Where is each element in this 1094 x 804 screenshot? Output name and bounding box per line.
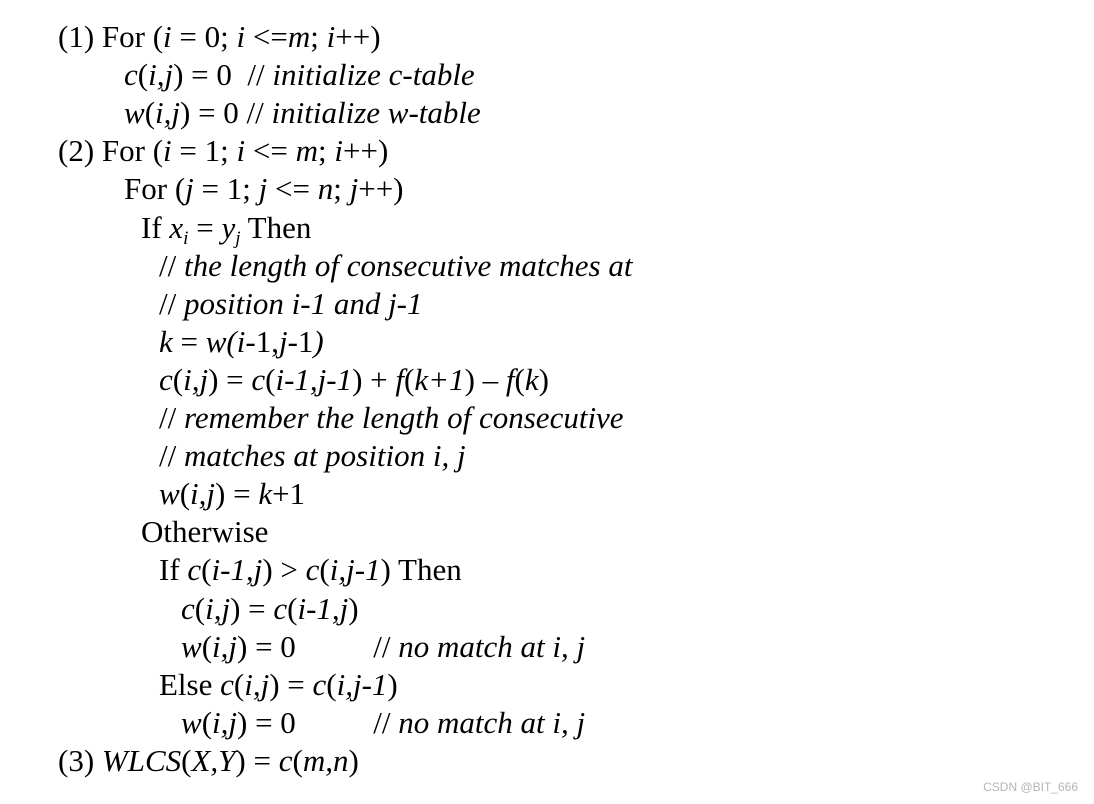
code-token: w	[181, 704, 202, 740]
code-token: j	[349, 171, 359, 207]
code-token: ) >	[262, 552, 306, 588]
code-token: )	[348, 590, 359, 626]
code-token: k	[524, 361, 539, 397]
code-token: ++)	[343, 133, 389, 169]
code-token: i,j	[205, 590, 231, 626]
code-token: ) =	[269, 666, 313, 702]
code-token: = 1;	[171, 133, 237, 169]
code-token: ) = 0 //	[180, 95, 272, 131]
code-line	[181, 628, 585, 666]
code-token: (	[181, 742, 192, 778]
code-token: i,j	[155, 95, 180, 131]
code-line	[159, 475, 305, 513]
code-token: y	[221, 209, 236, 245]
code-token: ) –	[464, 361, 506, 397]
code-token: c	[251, 361, 266, 397]
code-token: j	[185, 171, 194, 207]
code-token: If	[141, 209, 170, 245]
code-line	[159, 437, 466, 475]
code-token: )	[387, 666, 398, 702]
code-token: (	[194, 590, 206, 626]
code-token: m	[295, 133, 319, 169]
code-token: c	[305, 552, 320, 588]
code-token: (	[326, 666, 337, 702]
code-token: ) Then	[380, 552, 462, 588]
code-line	[181, 590, 359, 628]
code-token: i,j	[244, 666, 270, 702]
code-token: c	[273, 590, 288, 626]
code-token: no match at i, j	[398, 628, 586, 664]
code-token: //	[159, 400, 184, 435]
code-token: (	[201, 704, 213, 740]
code-token: = 0;	[171, 19, 237, 54]
code-line	[159, 285, 423, 323]
code-line	[159, 323, 324, 361]
code-token: m,n	[302, 742, 349, 778]
code-token: i,j	[148, 57, 174, 93]
code-token: i,j	[183, 361, 209, 397]
code-token: (	[287, 590, 298, 626]
code-line	[159, 247, 633, 285]
code-token: initialize c-table	[272, 57, 475, 93]
code-token: =	[188, 209, 222, 245]
code-token: )	[538, 361, 549, 397]
code-token: w	[124, 95, 145, 131]
code-line	[159, 551, 462, 589]
code-token: i	[236, 133, 246, 169]
code-token: i	[183, 227, 189, 249]
code-token: i,j-1	[336, 666, 388, 702]
code-token: )	[348, 742, 359, 778]
code-token: //	[159, 438, 184, 474]
code-token: c	[159, 361, 173, 397]
code-token: i-1,j-1	[275, 361, 353, 397]
code-token: ) =	[230, 590, 274, 626]
code-token: remember the length of consecutive	[183, 400, 624, 435]
code-token: the length of consecutive matches at	[183, 247, 633, 283]
code-line	[141, 209, 311, 247]
code-token: If	[159, 552, 188, 588]
code-line	[141, 513, 268, 551]
code-token: i	[326, 19, 336, 54]
code-token: = 1;	[193, 171, 259, 207]
code-token: ++)	[358, 171, 404, 207]
code-token: ) =	[235, 742, 279, 778]
code-token: (	[179, 476, 191, 512]
code-token: (	[201, 552, 212, 588]
code-token: j	[278, 323, 288, 359]
code-line	[159, 399, 624, 437]
code-line	[124, 170, 404, 208]
code-token: -1	[287, 323, 314, 359]
code-line	[181, 704, 585, 742]
code-token: =	[172, 323, 206, 359]
code-token: <=	[245, 133, 296, 169]
code-token: (	[319, 552, 330, 588]
code-token: f	[505, 361, 515, 397]
code-token: (	[233, 666, 245, 702]
code-token: (	[514, 361, 525, 397]
code-token: i-1,j	[211, 552, 263, 588]
code-token: f	[395, 361, 405, 397]
code-token: i,j-1	[329, 552, 381, 588]
code-token: i,j	[212, 704, 237, 740]
code-token: ) +	[352, 361, 396, 397]
code-token: i,j	[190, 476, 215, 512]
code-token: w(i	[205, 323, 246, 359]
code-token: <=	[245, 19, 288, 54]
code-token: (	[292, 742, 303, 778]
code-line	[124, 56, 475, 94]
code-line	[58, 132, 388, 170]
code-token: ;	[310, 19, 327, 54]
code-token: ) =	[208, 361, 252, 397]
code-token: i,j	[212, 628, 237, 664]
code-token: (2) For (	[58, 133, 164, 169]
code-line	[159, 666, 398, 704]
code-line	[124, 94, 481, 132]
code-token: c	[312, 666, 327, 702]
code-token: X,Y	[191, 742, 236, 778]
code-token: m	[287, 19, 311, 54]
watermark: CSDN @BIT_666	[983, 780, 1078, 794]
code-line	[159, 361, 549, 399]
code-token: (	[144, 95, 156, 131]
code-token: ;	[318, 133, 335, 169]
code-token: matches at position i, j	[183, 438, 466, 474]
code-token: ) = 0 //	[237, 628, 399, 664]
code-token: j	[258, 171, 268, 207]
code-token: //	[159, 285, 184, 321]
code-token: position i-1 and j-1	[183, 285, 423, 321]
code-line	[58, 742, 359, 780]
code-token: x	[169, 209, 184, 245]
code-token: k	[159, 323, 173, 359]
code-token: k+1	[414, 361, 465, 397]
code-token: (	[137, 57, 149, 93]
code-token: no match at i, j	[398, 704, 586, 740]
code-token: WLCS	[101, 742, 182, 778]
code-token: k	[258, 476, 273, 512]
code-token: ;	[333, 171, 350, 207]
code-token: Otherwise	[141, 514, 269, 550]
code-token: i	[334, 133, 344, 169]
code-token: -1,	[245, 323, 279, 359]
code-token: initialize w-table	[271, 95, 481, 131]
code-token: ) = 0 //	[173, 57, 273, 93]
code-token: (3)	[58, 742, 102, 778]
code-token: Then	[240, 209, 312, 245]
code-token: Else	[159, 666, 221, 702]
code-token: For (	[124, 171, 186, 207]
code-token: i	[163, 133, 172, 169]
code-token: c	[187, 552, 202, 588]
code-token: ++)	[335, 19, 381, 54]
code-token: (	[265, 361, 276, 397]
code-token: ) = 0 //	[237, 704, 399, 740]
code-token: //	[159, 247, 184, 283]
code-token: <=	[267, 171, 318, 207]
code-token: )	[313, 323, 324, 359]
code-token: +1	[272, 476, 306, 512]
code-token: n	[317, 171, 334, 207]
code-token: i	[236, 19, 246, 54]
code-token: c	[278, 742, 293, 778]
code-token: w	[181, 628, 202, 664]
code-token: w	[159, 476, 180, 512]
code-token: (1) For (	[58, 19, 164, 54]
code-token: ) =	[215, 476, 259, 512]
code-token: c	[220, 666, 234, 702]
code-token: (	[172, 361, 184, 397]
code-token: (	[404, 361, 415, 397]
code-token: c	[124, 57, 138, 93]
code-token: c	[181, 590, 195, 626]
code-line	[58, 18, 381, 56]
code-token: i	[163, 19, 172, 54]
code-token: i-1,j	[297, 590, 349, 626]
code-token: j	[235, 227, 241, 249]
code-token: (	[201, 628, 213, 664]
